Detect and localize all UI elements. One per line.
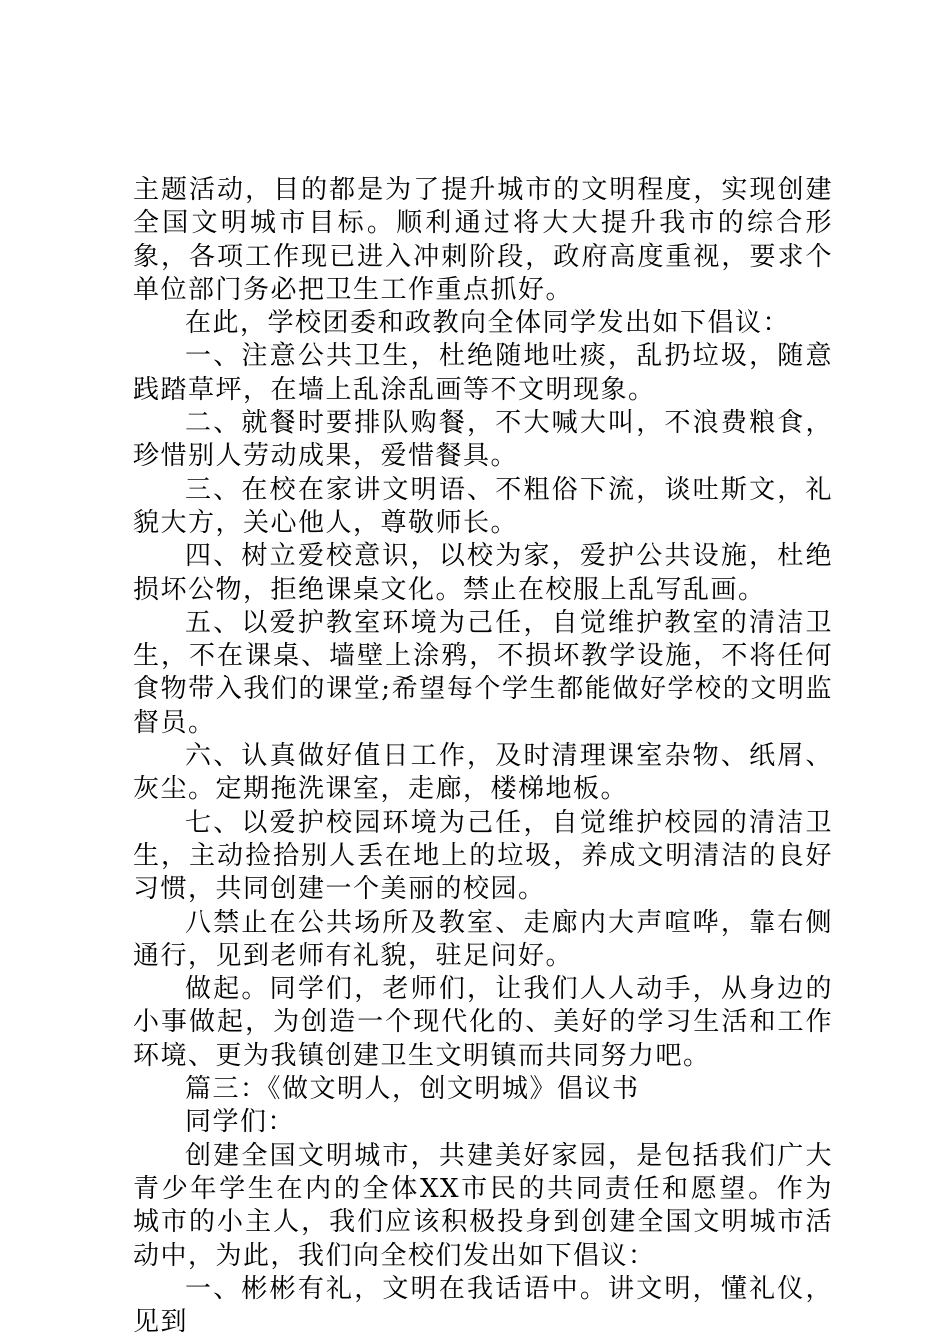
paragraph-3: 一、注意公共卫生，杜绝随地吐痰，乱扔垃圾，随意践踏草坪，在墙上乱涂乱画等不文明现象。 (133, 341, 833, 405)
paragraph-10: 八禁止在公共场所及教室、走廊内大声喧哗，靠右侧通行，见到老师有礼貌，驻足问好。 (133, 907, 833, 971)
section-heading: 篇三：《做文明人，创文明城》倡议书 (185, 1074, 640, 1105)
paragraph-7: 五、以爱护教室环境为己任，自觉维护教室的清洁卫生，不在课桌、墙壁上涂鸦，不损坏教学设施，不将任何食物带入我们的课堂;希望每个学生都能做好学校的文明监督员。 (133, 607, 833, 738)
paragraph-2: 在此，学校团委和政教向全体同学发出如下倡议： (185, 308, 791, 339)
paragraph-5: 三、在校在家讲文明语、不粗俗下流，谈吐斯文，礼貌大方，关心他人，尊敬师长。 (133, 474, 833, 538)
paragraph-4: 二、就餐时要排队购餐，不大喊大叫，不浪费粮食，珍惜别人劳动成果，爱惜餐具。 (133, 408, 833, 472)
document-page (133, 174, 833, 1339)
paragraph-14: 创建全国文明城市，共建美好家园，是包括我们广大青少年学生在内的全体XX市民的共同责任和愿望。作为城市的小主人，我们应该积极投身到创建全国文明城市活动中，为此，我们向全校们发出如下倡议： (133, 1140, 833, 1271)
paragraph-15: 一、彬彬有礼，文明在我话语中。讲文明，懂礼仪，见到 (133, 1273, 833, 1338)
salutation: 同学们： (185, 1107, 296, 1138)
paragraph-6: 四、树立爱校意识，以校为家，爱护公共设施，杜绝损坏公物，拒绝课桌文化。禁止在校服上乱写乱画。 (133, 541, 833, 605)
paragraph-8: 六、认真做好值日工作，及时清理课室杂物、纸屑、灰尘。定期拖洗课室，走廊，楼梯地板。 (133, 741, 833, 805)
paragraph-1: 主题活动，目的都是为了提升城市的文明程度，实现创建全国文明城市目标。顺利通过将大大提升我市的综合形象，各项工作现已进入冲刺阶段，政府高度重视，要求个单位部门务必把卫生工作重点抓好。 (133, 175, 833, 305)
paragraph-9: 七、以爱护校园环境为己任，自觉维护校园的清洁卫生，主动捡拾别人丢在地上的垃圾，养成文明清洁的良好习惯，共同创建一个美丽的校园。 (133, 807, 833, 905)
paragraph-11: 做起。同学们，老师们，让我们人人动手，从身边的小事做起，为创造一个现代化的、美好的学习生活和工作环境、更为我镇创建卫生文明镇而共同努力吧。 (133, 974, 833, 1071)
